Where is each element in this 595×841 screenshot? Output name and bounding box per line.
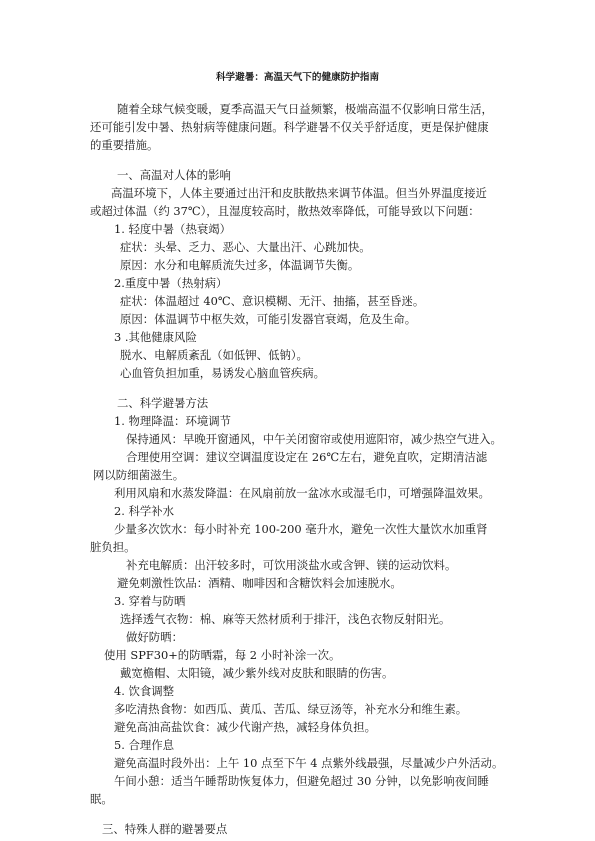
list-item-text: 网以防细菌滋生。 [93,468,185,482]
list-item-text: 做好防晒： [126,630,183,644]
list-item-text: 补充电解质：出汗较多时，可饮用淡盐水或含钾、镁的运动饮料。 [126,558,457,572]
list-item-text: 利用风扇和水蒸发降温：在风扇前放一盆冰水或湿毛巾，可增强降温效果。 [114,486,490,500]
list-item-text: 症状：体温超过 40℃、意识模糊、无汗、抽搐，甚至昏迷。 [120,294,425,308]
list-item-text: 原因：水分和电解质流失过多，体温调节失衡。 [120,258,360,272]
list-item-title: 2. 科学补水 [114,504,175,518]
list-item-text: 避免高温时段外出：上午 10 点至下午 4 点紫外线最强，尽量减少户外活动。 [114,756,504,770]
list-item-title: 5. 合理作息 [114,738,175,752]
list-item-text: 避免刺激性饮品：酒精、咖啡因和含糖饮料会加速脱水。 [117,576,402,590]
intro-line: 随着全球气候变暖，夏季高温天气日益频繁，极端高温不仅影响日常生活， [117,102,493,116]
intro-line: 还可能引发中暑、热射病等健康问题。科学避暑不仅关乎舒适度，更是保护健康 [90,120,489,134]
list-item-text: 原因：体温调节中枢失效，可能引发器官衰竭，危及生命。 [120,312,417,326]
list-item-text: 选择透气衣物：棉、麻等天然材质利于排汗，浅色衣物反射阳光。 [120,612,451,626]
list-item-title: 3 .其他健康风险 [114,330,197,344]
list-item-title: 1. 轻度中暑（热衰竭） [114,222,232,236]
list-item-text: 多吃清热食物：如西瓜、黄瓜、苦瓜、绿豆汤等，补充水分和维生素。 [114,702,468,716]
list-item-text: 脏负担。 [90,540,136,554]
list-item-title: 4. 饮食调整 [114,684,175,698]
list-item-text: 少量多次饮水：每小时补充 100-200 毫升水，避免一次性大量饮水加重肾 [114,522,488,536]
list-item-text: 使用 SPF30+的防晒霜，每 2 小时补涂一次。 [104,648,341,662]
list-item-text: 心血管负担加重，易诱发心脑血管疾病。 [120,366,326,380]
list-item-text: 保持通风：早晚开窗通风，中午关闭窗帘或使用遮阳帘，减少热空气进入。 [126,432,502,446]
list-item-text: 避免高油高盐饮食：减少代谢产热，减轻身体负担。 [114,720,376,734]
section-heading: 三、特殊人群的避暑要点 [102,822,228,836]
list-item-title: 1. 物理降温：环境调节 [114,414,232,428]
list-item-title: 2.重度中暑（热射病） [114,276,228,290]
list-item-text: 午间小憩：适当午睡帮助恢复体力，但避免超过 30 分钟，以免影响夜间睡 [114,774,489,788]
paragraph-line: 或超过体温（约 37℃），且湿度较高时，散热效率降低，可能导致以下问题： [90,204,480,218]
section-heading: 二、科学避暑方法 [117,396,209,410]
document-title: 科学避暑：高温天气下的健康防护指南 [215,72,380,83]
list-item-title: 3. 穿着与防晒 [114,594,186,608]
intro-line: 的重要措施。 [90,138,159,152]
paragraph-line: 高温环境下，人体主要通过出汗和皮肤散热来调节体温。但当外界温度接近 [111,186,487,200]
list-item-text: 合理使用空调：建议空调温度设定在 26℃左右，避免直吹，定期清洁滤 [126,450,488,464]
list-item-text: 症状：头晕、乏力、恶心、大量出汗、心跳加快。 [120,240,371,254]
list-item-text: 眠。 [90,792,113,806]
list-item-text: 戴宽檐帽、太阳镜，减少紫外线对皮肤和眼睛的伤害。 [120,666,394,680]
section-heading: 一、高温对人体的影响 [117,168,231,182]
list-item-text: 脱水、电解质紊乱（如低钾、低钠）。 [120,348,308,362]
